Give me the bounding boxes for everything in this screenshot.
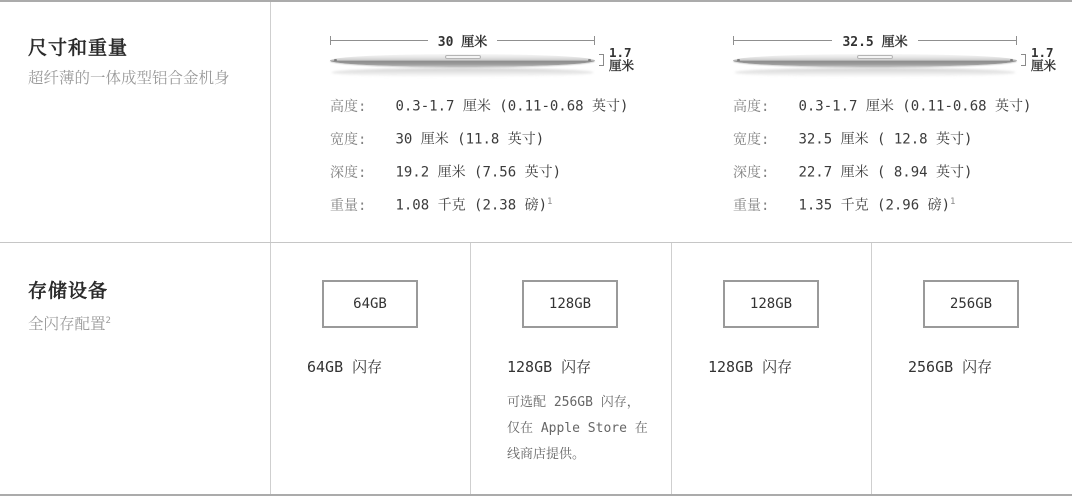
storage-option-128gb-2	[671, 244, 871, 496]
thickness-value: 1.7	[1031, 45, 1054, 60]
storage-section-title: 存储设备	[28, 280, 109, 302]
vertical-divider	[270, 2, 271, 242]
spec-label: 重量:	[733, 197, 770, 214]
laptop-side-profile	[330, 54, 595, 67]
dimensions-section-header	[28, 33, 243, 91]
laptop-illustration	[330, 45, 640, 77]
thickness-label	[609, 46, 634, 72]
spec-value: 22.7 厘米 ( 8.94 英寸)	[798, 164, 973, 181]
storage-option-label: 128GB 闪存	[507, 358, 592, 376]
spec-list	[733, 87, 1063, 219]
spec-value: 1.08 千克 (2.38 磅)	[395, 197, 548, 214]
thickness-value: 1.7	[609, 45, 632, 60]
laptop-lid-notch	[857, 55, 893, 59]
spec-value: 1.35 千克 (2.96 磅)	[798, 197, 951, 214]
dimension-rule	[497, 40, 594, 41]
storage-subtitle-text: 全闪存配置	[28, 315, 106, 334]
spec-row-weight	[330, 186, 640, 219]
spec-value: 19.2 厘米 (7.56 英寸)	[395, 164, 562, 181]
spec-row-width	[733, 120, 1063, 153]
footnote-marker: 2	[105, 316, 111, 326]
storage-option-64gb	[270, 244, 470, 496]
footnote-marker: 1	[950, 197, 956, 207]
dimension-tick-icon	[594, 36, 595, 45]
dimensions-section-subtitle: 超纤薄的一体成型铝合金机身	[28, 69, 230, 87]
width-dimension-line	[330, 33, 595, 48]
storage-capacity-box: 128GB	[723, 280, 819, 328]
bracket-icon	[599, 54, 604, 66]
note-line: 线商店提供。	[507, 447, 586, 462]
model-30cm-column	[330, 33, 640, 219]
laptop-illustration	[733, 45, 1063, 77]
spec-value: 0.3-1.7 厘米 (0.11-0.68 英寸)	[798, 98, 1032, 115]
storage-option-note	[507, 390, 669, 468]
storage-capacity-box: 128GB	[522, 280, 618, 328]
dimensions-section-title: 尺寸和重量	[28, 37, 129, 59]
storage-section-header	[28, 276, 243, 337]
dimension-rule	[734, 40, 832, 41]
laptop-reflection	[331, 68, 593, 77]
width-dimension-label: 32.5 厘米	[842, 35, 908, 50]
note-line: 可选配 256GB 闪存，	[507, 395, 640, 410]
spec-row-weight	[733, 186, 1063, 219]
storage-option-label: 128GB 闪存	[708, 358, 793, 376]
storage-option-label: 256GB 闪存	[908, 358, 993, 376]
thickness-label	[1031, 46, 1056, 72]
spec-value: 30 厘米 (11.8 英寸)	[395, 131, 545, 148]
spec-label: 高度:	[330, 98, 367, 115]
storage-section-subtitle	[28, 309, 243, 337]
dimension-tick-icon	[1016, 36, 1017, 45]
spec-label: 深度:	[330, 164, 367, 181]
spec-row-height	[330, 87, 640, 120]
spec-label: 深度:	[733, 164, 770, 181]
model-32-5cm-column	[733, 33, 1063, 219]
thickness-unit: 厘米	[1031, 58, 1057, 73]
storage-option-label: 64GB 闪存	[307, 358, 383, 376]
spec-label: 宽度:	[733, 131, 770, 148]
spec-label: 重量:	[330, 197, 367, 214]
thickness-callout	[1021, 46, 1056, 72]
laptop-reflection	[734, 68, 1015, 77]
thickness-unit: 厘米	[609, 58, 635, 73]
spec-row-depth	[330, 153, 640, 186]
spec-row-width	[330, 120, 640, 153]
section-divider	[0, 242, 1072, 243]
spec-row-height	[733, 87, 1063, 120]
laptop-side-profile	[733, 54, 1017, 67]
bracket-icon	[1021, 54, 1026, 66]
dimension-rule	[918, 40, 1016, 41]
spec-label: 宽度:	[330, 131, 367, 148]
spec-row-depth	[733, 153, 1063, 186]
spec-label: 高度:	[733, 98, 770, 115]
thickness-callout	[599, 46, 634, 72]
spec-list	[330, 87, 640, 219]
storage-capacity-box: 256GB	[923, 280, 1019, 328]
storage-capacity-box: 64GB	[322, 280, 418, 328]
storage-option-128gb	[470, 244, 670, 496]
spec-value: 32.5 厘米 ( 12.8 英寸)	[798, 131, 973, 148]
width-dimension-label: 30 厘米	[437, 35, 488, 50]
spec-value: 0.3-1.7 厘米 (0.11-0.68 英寸)	[395, 98, 629, 115]
dimension-rule	[331, 40, 428, 41]
note-line: 仅在 Apple Store 在	[507, 421, 648, 436]
footnote-marker: 1	[547, 197, 553, 207]
width-dimension-line	[733, 33, 1017, 48]
laptop-lid-notch	[445, 55, 481, 59]
storage-option-256gb	[871, 244, 1071, 496]
